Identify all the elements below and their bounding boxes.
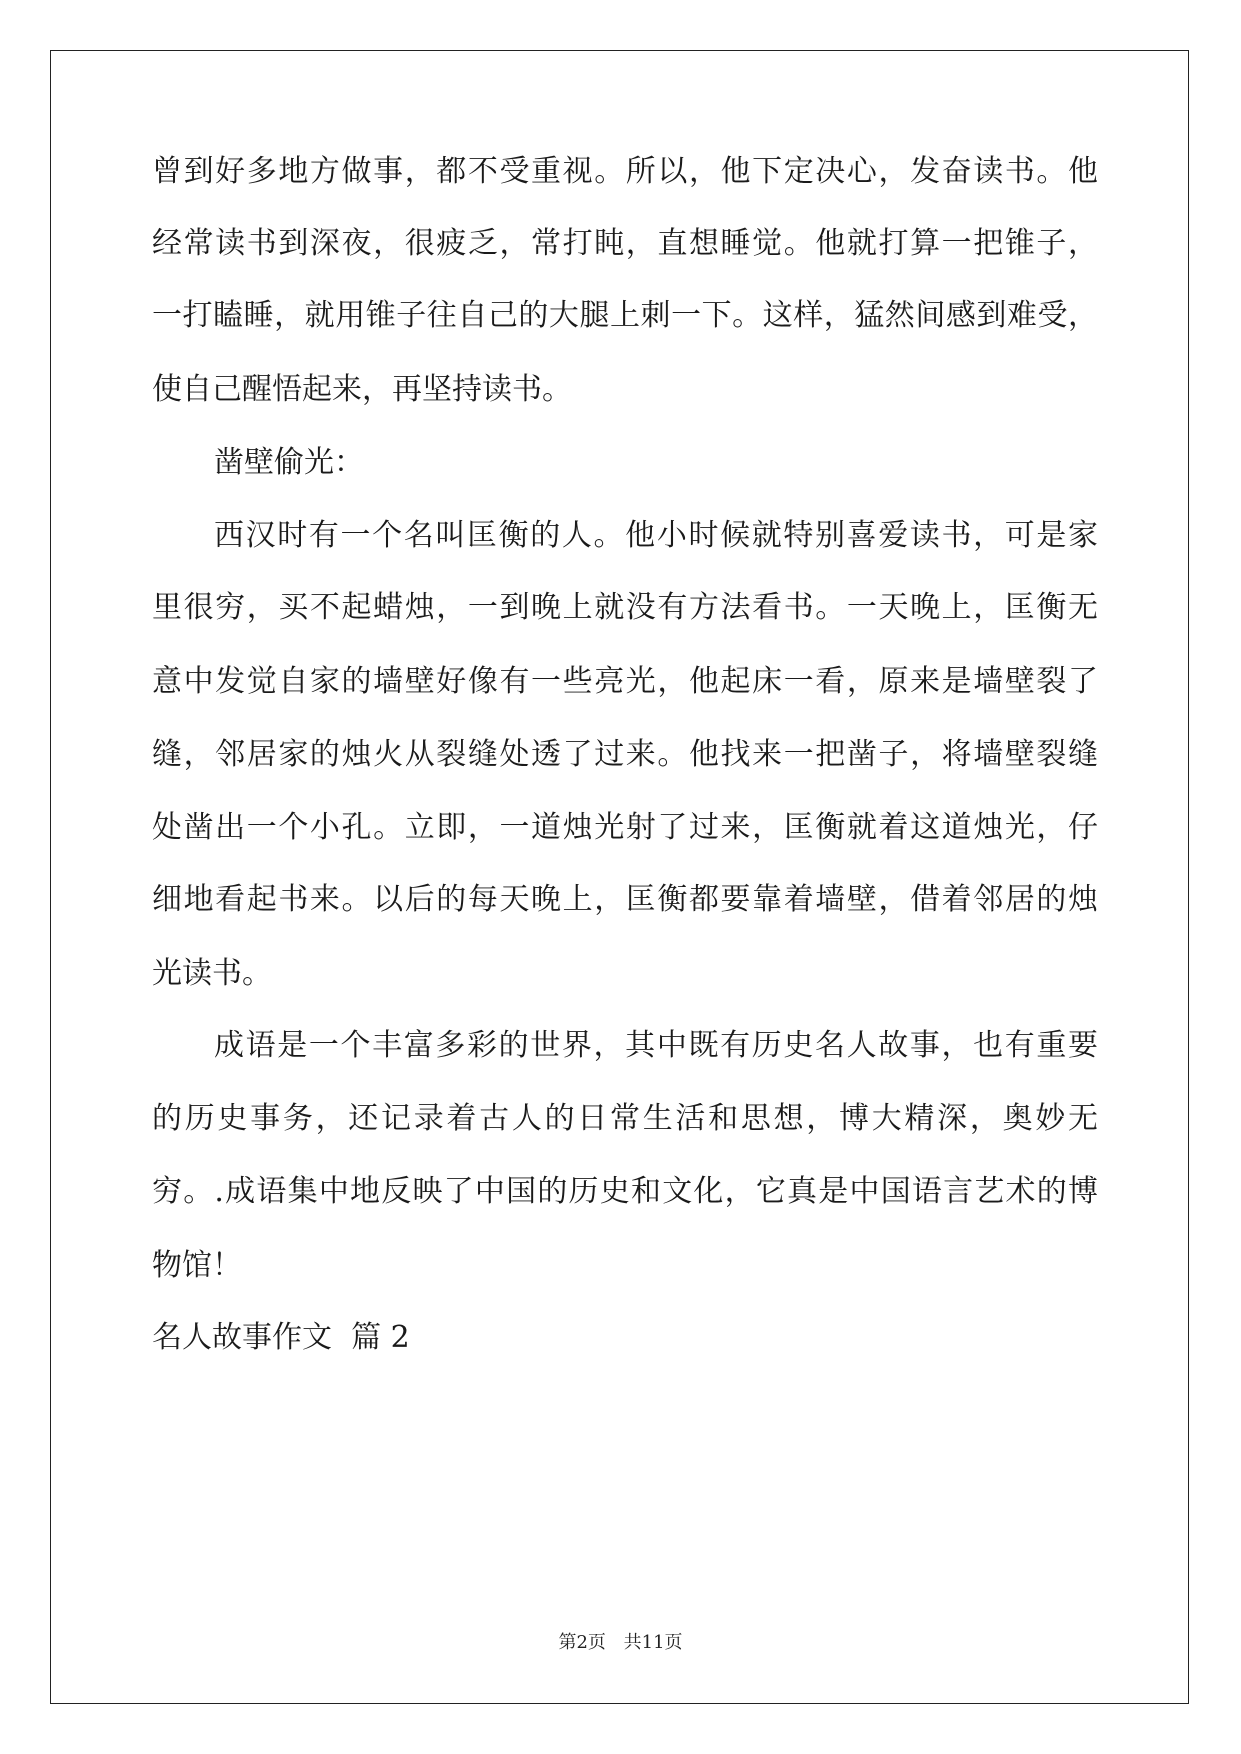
section-heading: 凿壁偷光： (214, 445, 364, 480)
text-line: 处凿出一个小孔。立即，一道烛光射了过来，匡衡就着这道烛光，仔 (152, 810, 1098, 845)
text-line: 细地看起书来。以后的每天晚上，匡衡都要靠着墙壁，借着邻居的烛 (152, 882, 1098, 917)
text-line: 的历史事务，还记录着古人的日常生活和思想，博大精深，奥妙无 (152, 1101, 1098, 1136)
article-title: 名人故事作文 篇 2 (152, 1320, 410, 1355)
text-line: 穷。.成语集中地反映了中国的历史和文化，它真是中国语言艺术的博 (152, 1174, 1098, 1209)
text-line: 西汉时有一个名叫匡衡的人。他小时候就特别喜爱读书，可是家 (214, 518, 1098, 553)
text-line: 里很穷，买不起蜡烛，一到晚上就没有方法看书。一天晚上，匡衡无 (152, 590, 1098, 625)
text-line: 意中发觉自家的墙壁好像有一些亮光，他起床一看，原来是墙壁裂了 (152, 664, 1098, 699)
text-line: 缝，邻居家的烛火从裂缝处透了过来。他找来一把凿子，将墙壁裂缝 (152, 737, 1098, 772)
page-number: 第2页 (558, 1632, 606, 1653)
page-total: 共11页 (623, 1632, 683, 1653)
page-footer (0, 1628, 1241, 1654)
text-line: 经常读书到深夜，很疲乏，常打盹，直想睡觉。他就打算一把锥子， (152, 226, 1098, 261)
text-line: 光读书。 (152, 956, 272, 991)
text-line: 物馆！ (152, 1248, 242, 1283)
text-line: 一打瞌睡，就用锥子往自己的大腿上刺一下。这样，猛然间感到难受， (152, 298, 1098, 333)
text-line: 成语是一个丰富多彩的世界，其中既有历史名人故事，也有重要 (214, 1028, 1098, 1063)
text-line: 曾到好多地方做事，都不受重视。所以，他下定决心，发奋读书。他 (152, 154, 1098, 189)
text-line: 使自己醒悟起来，再坚持读书。 (152, 372, 572, 407)
